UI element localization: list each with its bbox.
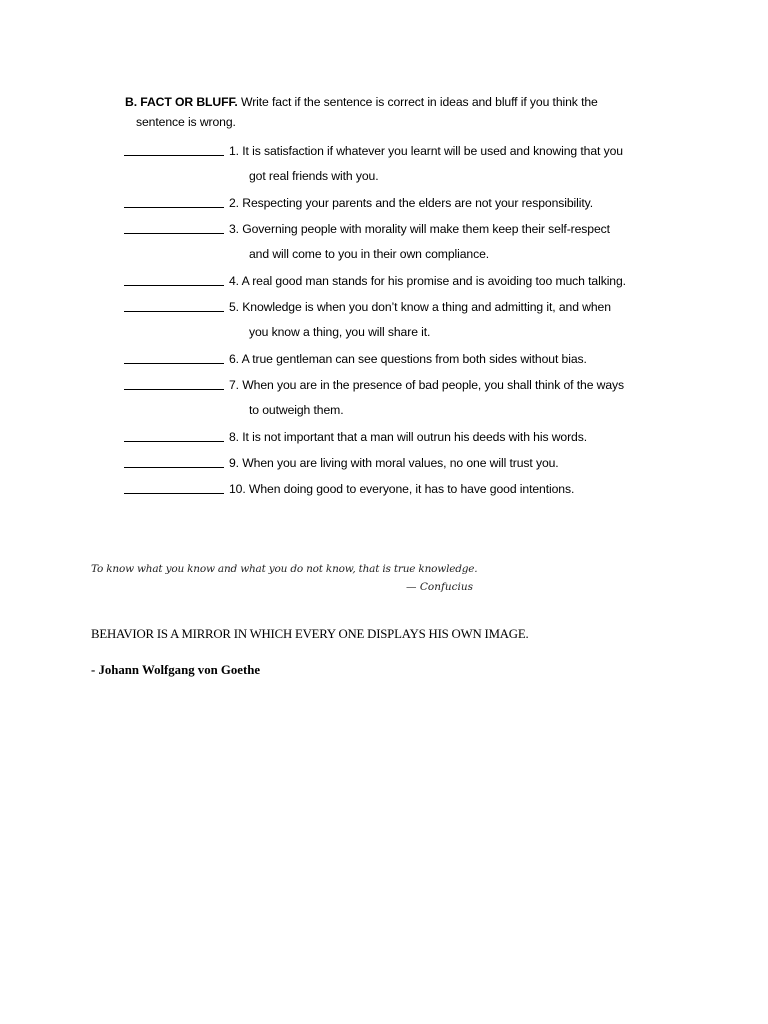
section-instruction-continued: sentence is wrong. [136, 115, 236, 129]
question-text: 10. When doing good to everyone, it has to have good intentions. [229, 482, 575, 496]
question-text: 3. Governing people with morality will make them keep their self-respect [229, 222, 610, 236]
question-item [124, 348, 684, 374]
section-instructions [125, 92, 645, 132]
question-item [124, 218, 684, 270]
question-text: 1. It is satisfaction if whatever you learnt will be used and knowing that you [229, 144, 623, 158]
section-label: B. FACT OR BLUFF. [125, 95, 238, 109]
answer-blank[interactable] [124, 453, 224, 468]
goethe-attribution: - Johann Wolfgang von Goethe [91, 663, 260, 677]
section-instruction: Write fact if the sentence is correct in ideas and bluff if you think the [241, 95, 598, 109]
question-item [124, 478, 684, 504]
confucius-quote: To know what you know and what you do not know, that is true knowledge. [91, 563, 478, 575]
question-item [124, 296, 684, 348]
question-text: 8. It is not important that a man will outrun his deeds with his words. [229, 430, 588, 444]
question-text: 4. A real good man stands for his promise and is avoiding too much talking. [229, 274, 626, 288]
answer-blank[interactable] [124, 427, 224, 442]
question-text: 6. A true gentleman can see questions from both sides without bias. [229, 352, 587, 366]
question-item [124, 374, 684, 426]
answer-blank[interactable] [124, 141, 224, 156]
answer-blank[interactable] [124, 297, 224, 312]
question-text-continued: got real friends with you. [249, 169, 379, 183]
answer-blank[interactable] [124, 479, 224, 494]
goethe-quote: BEHAVIOR IS A MIRROR IN WHICH EVERY ONE DISPLAYS HIS OWN IMAGE. [91, 627, 529, 641]
question-text-continued: to outweigh them. [249, 403, 344, 417]
question-text: 5. Knowledge is when you don’t know a thing and admitting it, and when [229, 300, 611, 314]
answer-blank[interactable] [124, 219, 224, 234]
question-text: 9. When you are living with moral values, no one will trust you. [229, 456, 559, 470]
answer-blank[interactable] [124, 193, 224, 208]
question-item [124, 426, 684, 452]
question-text-continued: you know a thing, you will share it. [249, 325, 431, 339]
confucius-attribution: — Confucius [406, 581, 473, 593]
question-text-continued: and will come to you in their own compliance. [249, 247, 490, 261]
question-item [124, 452, 684, 478]
question-text: 7. When you are in the presence of bad people, you shall think of the ways [229, 378, 625, 392]
question-text: 2. Respecting your parents and the elders are not your responsibility. [229, 196, 594, 210]
answer-blank[interactable] [124, 271, 224, 286]
question-list [124, 140, 684, 504]
answer-blank[interactable] [124, 375, 224, 390]
question-item [124, 140, 684, 192]
question-item [124, 270, 684, 296]
answer-blank[interactable] [124, 349, 224, 364]
question-item [124, 192, 684, 218]
